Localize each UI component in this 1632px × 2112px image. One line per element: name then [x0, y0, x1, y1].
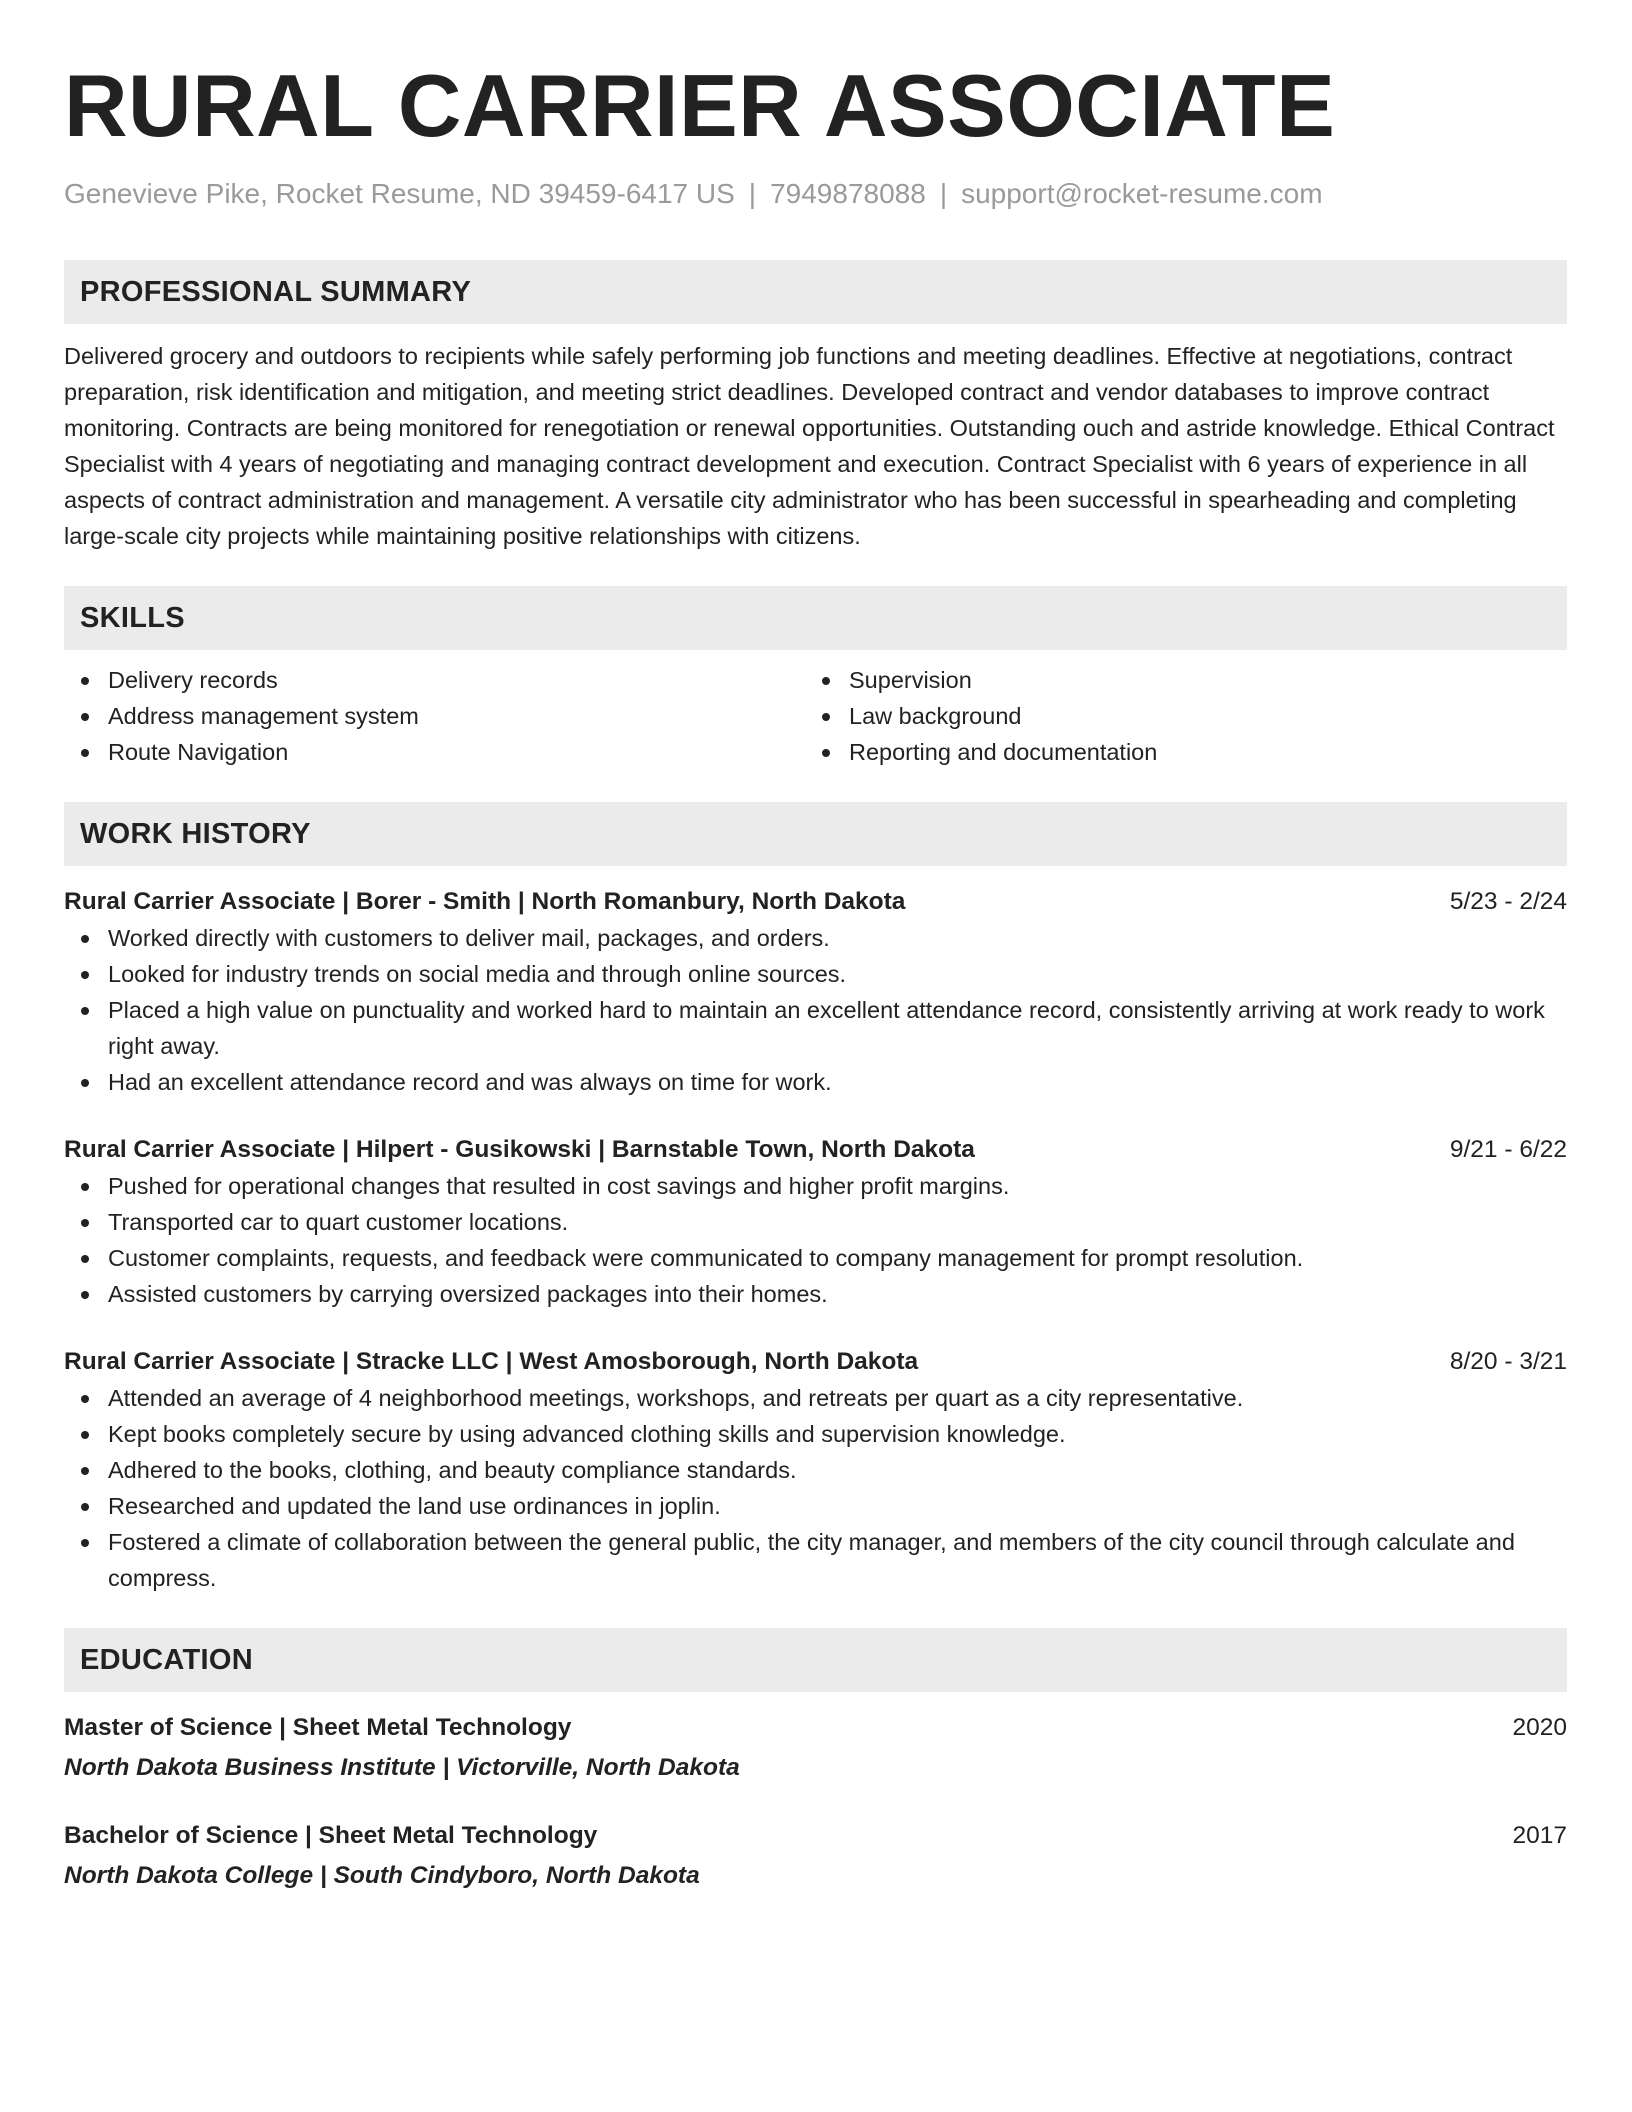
education-entry: [64, 1710, 1567, 1786]
job-bullet: Placed a high value on punctuality and worked hard to maintain an excellent attendance record, consistently arriving at work ready to work right away.: [64, 992, 1567, 1064]
job-bullet: Looked for industry trends on social media and through online sources.: [64, 956, 1567, 992]
job-title: Rural Carrier Associate | Hilpert - Gusikowski | Barnstable Town, North Dakota: [64, 1136, 975, 1163]
job-bullet: Customer complaints, requests, and feedback were communicated to company management for prompt resolution.: [64, 1240, 1567, 1276]
contact-phone: 7949878088: [770, 178, 926, 209]
summary-heading: PROFESSIONAL SUMMARY: [64, 260, 1567, 324]
job-header: [64, 1132, 1567, 1168]
skills-right-column: [805, 662, 1546, 770]
work-history-heading: WORK HISTORY: [64, 802, 1567, 866]
skills-grid: [64, 662, 1567, 770]
job-entry: [64, 1344, 1567, 1596]
skill-item: Delivery records: [64, 662, 805, 698]
skill-item: Supervision: [805, 662, 1546, 698]
contact-separator: |: [939, 178, 948, 209]
job-bullets: [64, 1168, 1567, 1312]
job-bullet: Worked directly with customers to deliver mail, packages, and orders.: [64, 920, 1567, 956]
education-degree: Bachelor of Science | Sheet Metal Technology: [64, 1822, 598, 1849]
job-dates: 8/20 - 3/21: [1449, 1348, 1567, 1375]
skill-item: Address management system: [64, 698, 805, 734]
contact-email: support@rocket-resume.com: [961, 178, 1323, 209]
job-bullet: Pushed for operational changes that resulted in cost savings and higher profit margins.: [64, 1168, 1567, 1204]
job-header: [64, 884, 1567, 920]
job-title: Rural Carrier Associate | Borer - Smith | North Romanbury, North Dakota: [64, 888, 906, 915]
job-bullet: Had an excellent attendance record and was always on time for work.: [64, 1064, 1567, 1100]
resume-title: RURAL CARRIER ASSOCIATE: [64, 56, 1336, 155]
summary-text: Delivered grocery and outdoors to recipients while safely performing job functions and meeting deadlines. Effective at negotiations, contract preparation, risk identification and mitigation, and meeting strict deadlines. Developed contract and vendor databases to improve contract monitoring. Contracts are being monitored for renegotiation or renewal opportunities. Outstanding ouch and astride knowledge. Ethical Contract Specialist with 4 years of negotiating and managing contract development and execution. Contract Specialist with 6 years of experience in all aspects of contract administration and management. A versatile city administrator who has been successful in spearheading and completing large-scale city projects while maintaining positive relationships with citizens.: [64, 343, 1555, 549]
job-bullet: Kept books completely secure by using advanced clothing skills and supervision knowledge.: [64, 1416, 1567, 1452]
job-bullets: [64, 920, 1567, 1100]
education-year: 2020: [1512, 1714, 1567, 1741]
job-dates: 5/23 - 2/24: [1449, 888, 1567, 915]
job-bullet: Adhered to the books, clothing, and beauty compliance standards.: [64, 1452, 1567, 1488]
job-entry: [64, 1132, 1567, 1312]
job-bullet: Fostered a climate of collaboration between the general public, the city manager, and members of the city council through calculate and compress.: [64, 1524, 1567, 1596]
contact-separator: |: [748, 178, 757, 209]
skill-item: Law background: [805, 698, 1546, 734]
job-bullets: [64, 1380, 1567, 1596]
education-heading: EDUCATION: [64, 1628, 1567, 1692]
skill-item: Route Navigation: [64, 734, 805, 770]
skills-left-column: [64, 662, 805, 770]
education-year: 2017: [1512, 1822, 1567, 1849]
job-bullet: Researched and updated the land use ordinances in joplin.: [64, 1488, 1567, 1524]
job-header: [64, 1344, 1567, 1380]
job-title: Rural Carrier Associate | Stracke LLC | West Amosborough, North Dakota: [64, 1348, 919, 1375]
skill-item: Reporting and documentation: [805, 734, 1546, 770]
education-header: [64, 1818, 1567, 1854]
job-bullet: Assisted customers by carrying oversized packages into their homes.: [64, 1276, 1567, 1312]
education-school: North Dakota College | South Cindyboro, North Dakota: [64, 1862, 700, 1889]
education-school: North Dakota Business Institute | Victorville, North Dakota: [64, 1754, 740, 1781]
contact-line: [64, 176, 1567, 212]
job-entry: [64, 884, 1567, 1100]
education-header: [64, 1710, 1567, 1746]
contact-address: Genevieve Pike, Rocket Resume, ND 39459-6417 US: [64, 178, 735, 209]
education-degree: Master of Science | Sheet Metal Technology: [64, 1714, 572, 1741]
resume-page: [64, 56, 1567, 1894]
job-bullet: Attended an average of 4 neighborhood meetings, workshops, and retreats per quart as a city representative.: [64, 1380, 1567, 1416]
education-entry: [64, 1818, 1567, 1894]
job-bullet: Transported car to quart customer locations.: [64, 1204, 1567, 1240]
skills-heading: SKILLS: [64, 586, 1567, 650]
job-dates: 9/21 - 6/22: [1449, 1136, 1567, 1163]
